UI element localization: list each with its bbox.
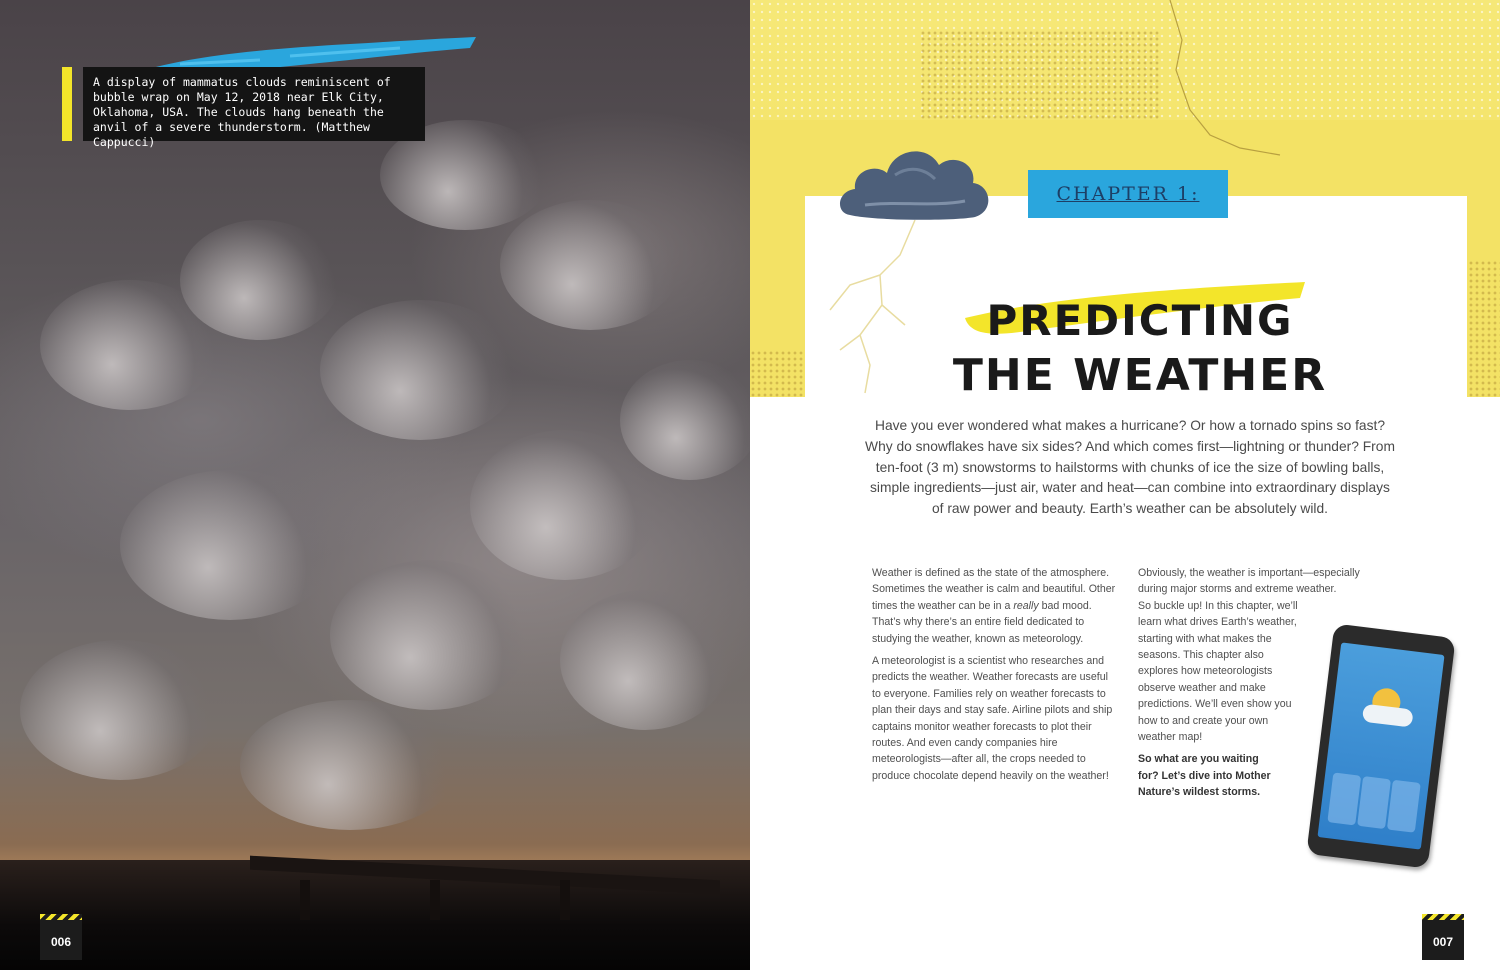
intro-paragraph: Have you ever wondered what makes a hurricane? Or how a tornado spins so fast? Why do snowflakes have six sides? And which comes first—lightning or thunder? From ten-foot (3 m) snowstorms to hailstorms with chunks of ice the size of bowling balls, simple ingredients—just air, water and heat—can combine into extraordinary displays of raw power and beauty. Earth’s weather can be absolutely wild.: [865, 418, 1395, 517]
page-number: 007: [1422, 920, 1464, 960]
mammatus-cloud: [620, 360, 750, 480]
body-column-1: [872, 565, 1117, 790]
forecast-tile: [1387, 780, 1421, 833]
mammatus-cloud: [560, 590, 730, 730]
column-2-paragraph-1: [1138, 565, 1378, 598]
storm-cloud-icon: [835, 135, 997, 225]
forecast-tile: [1327, 772, 1361, 825]
lightning-bolt-icon: [820, 215, 930, 395]
photo-caption: A display of mammatus clouds reminiscent of bubble wrap on May 12, 2018 near Elk City, Oklahoma, USA. The clouds hang beneath the anvil of a severe thunderstorm. (Matthew Cappucci): [83, 67, 425, 141]
cloud-icon: [1362, 704, 1414, 728]
column-1-paragraph-1: [872, 565, 1117, 647]
page-number: 006: [40, 920, 82, 960]
mammatus-cloud: [500, 200, 680, 330]
chapter-title-line-2: THE WEATHER: [952, 350, 1328, 401]
phone-screen: [1317, 642, 1444, 849]
bridge-support: [430, 880, 440, 920]
bridge-support: [300, 880, 310, 920]
text-span: Weather is defined as the state of the atmosphere. Sometimes the weather is calm and beautiful. Other times the weather can be in a: [872, 567, 1116, 612]
halftone-dots: [750, 350, 810, 397]
paper-crack: [1130, 0, 1310, 170]
halftone-dots: [1462, 260, 1500, 397]
right-page: [750, 0, 1500, 970]
column-2-closing: So what are you waiting for? Let’s dive into Mother Nature’s wildest storms.: [1138, 753, 1271, 799]
mammatus-cloud: [330, 560, 530, 710]
column-2-paragraph-1b: So buckle up! In this chapter, we’ll learn what drives Earth’s weather, starting with what makes the seasons. This chapter also explores how meteorologists observe weather and make predictions. We’ll even show you how to and create your own weather map!: [1138, 599, 1298, 744]
mammatus-cloud: [180, 220, 340, 340]
mammatus-cloud: [120, 470, 340, 620]
text-span: Obviously, the weather is important—especially during major storms and extreme weather.: [1138, 567, 1360, 596]
column-1-paragraph-2: A meteorologist is a scientist who researches and predicts the weather. Weather forecasts are useful to everyone. Families rely on weather forecasts to plan their days and stay safe. Airline pilots and ship captains monitor weather forecasts to plot their routes. And even candy companies hire meteorologists—after all, the crops needed to produce chocolate depend heavily on the weather!: [872, 655, 1113, 782]
mammatus-cloud: [320, 300, 520, 440]
chapter-label: CHAPTER 1:: [1028, 170, 1228, 218]
chapter-title-line-1: PREDICTING: [986, 296, 1294, 345]
caption-accent-bar: [62, 67, 72, 141]
mammatus-cloud: [240, 700, 460, 830]
forecast-tile: [1357, 776, 1391, 829]
emphasis-text: really: [1013, 599, 1039, 612]
mammatus-cloud: [20, 640, 220, 780]
text-span: bad mood. That’s why there’s an entire field dedicated to studying the weather, known as meteorology.: [872, 599, 1092, 645]
halftone-dots: [920, 30, 1160, 120]
bridge-support: [560, 880, 570, 920]
